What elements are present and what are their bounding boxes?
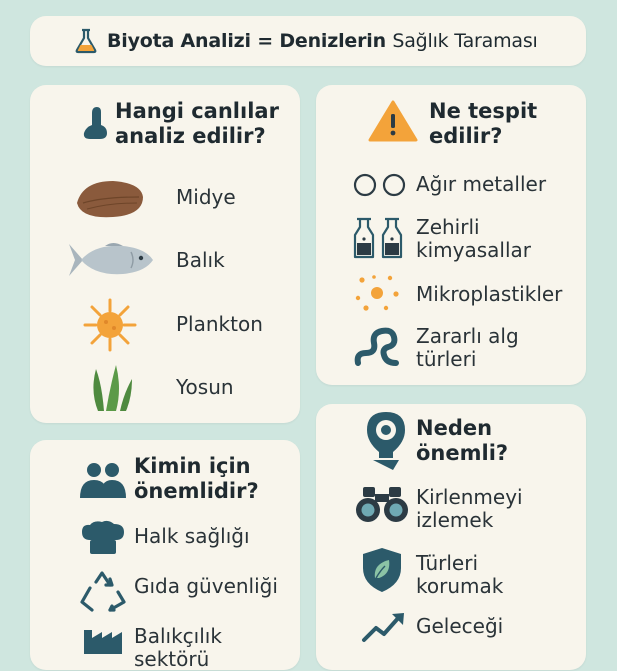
list-item-agir-metaller: Ağır metaller bbox=[416, 172, 547, 196]
organisms-card-title: Hangi canlılar analiz edilir? bbox=[115, 99, 279, 148]
location-pin-icon bbox=[363, 410, 409, 472]
organisms-card bbox=[30, 85, 300, 423]
list-item-halk-sagligi: Halk sağlığı bbox=[134, 524, 250, 548]
list-item-zararli-alg: Zararlı alg türleri bbox=[416, 324, 519, 371]
list-item-balik: Balık bbox=[176, 248, 225, 272]
list-item-gelecegi: Geleceği bbox=[416, 614, 504, 638]
mussel-icon bbox=[73, 175, 145, 221]
audience-card-title: Kimin için önemlidir? bbox=[134, 454, 259, 503]
list-item-kirlenmeyi-izlemek: Kirlenmeyi izlemek bbox=[416, 485, 523, 532]
detected-card bbox=[316, 85, 586, 385]
fish-icon bbox=[65, 238, 155, 282]
shield-leaf-icon bbox=[361, 546, 403, 594]
list-item-plankton: Plankton bbox=[176, 312, 263, 336]
chef-hat-icon bbox=[80, 520, 126, 556]
list-item-yosun: Yosun bbox=[176, 375, 234, 399]
list-item-balikcilik-sektoru: Balıkçılık sektörü bbox=[134, 624, 222, 671]
seaweed-icon bbox=[88, 361, 136, 413]
list-item-mikroplastikler: Mikroplastikler bbox=[416, 282, 563, 306]
page-title: Biyota Analizi = Denizlerin Sağlık Taraması bbox=[107, 30, 538, 52]
recycle-icon bbox=[80, 570, 126, 614]
list-item-turleri-korumak: Türleri korumak bbox=[416, 551, 504, 598]
detected-card-title: Ne tespit edilir? bbox=[429, 99, 538, 148]
list-item-midye: Midye bbox=[176, 185, 236, 209]
microplastics-icon bbox=[352, 272, 402, 314]
plankton-icon bbox=[82, 297, 138, 353]
flask-icon bbox=[72, 27, 100, 55]
list-item-zehirli-kimyasallar: Zehirli kimyasallar bbox=[416, 215, 531, 262]
list-item-gida-guvenligi: Gıda güvenliği bbox=[134, 574, 278, 598]
metal-rings-icon bbox=[352, 172, 408, 198]
importance-card-title: Neden önemli? bbox=[416, 416, 509, 465]
header-banner bbox=[30, 16, 586, 66]
importance-card bbox=[316, 404, 586, 670]
organism-icon bbox=[80, 103, 110, 143]
warning-icon bbox=[368, 99, 418, 143]
binoculars-icon bbox=[355, 484, 409, 524]
factory-icon bbox=[80, 624, 126, 654]
people-icon bbox=[78, 458, 128, 500]
growth-chart-icon bbox=[360, 610, 408, 644]
algae-icon bbox=[352, 323, 404, 371]
chemical-bottles-icon bbox=[351, 215, 407, 261]
audience-card bbox=[30, 440, 300, 670]
